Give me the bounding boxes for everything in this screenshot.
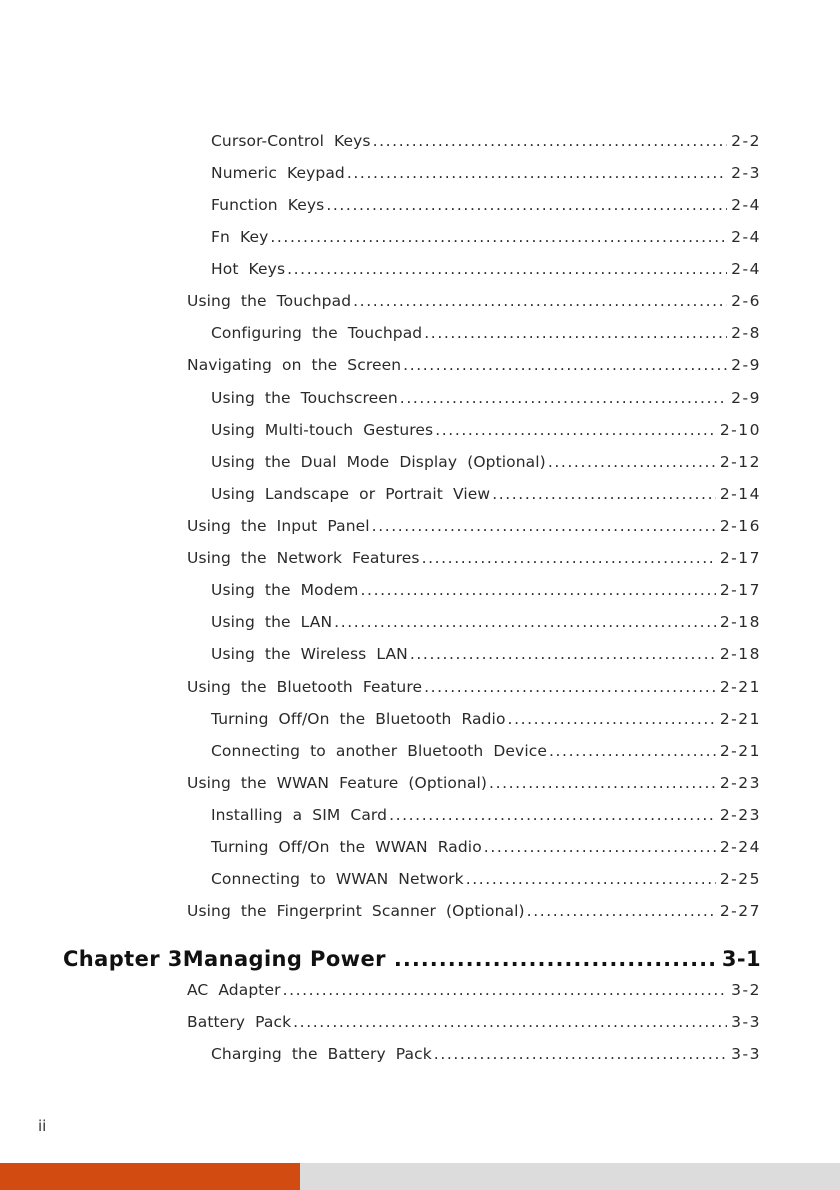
- toc-entry-title: Using Landscape or Portrait View: [211, 485, 491, 503]
- dot-leader: [270, 228, 727, 246]
- toc-entry[interactable]: [187, 672, 761, 696]
- toc-chapter-heading[interactable]: [63, 943, 761, 971]
- footer-bar: [300, 1163, 840, 1190]
- toc-entry-page: 2-18: [719, 613, 761, 631]
- dot-leader: [353, 292, 727, 310]
- toc-entry[interactable]: [211, 126, 761, 150]
- toc-entry-title: Using the Network Features: [187, 549, 420, 567]
- dot-leader: [361, 581, 716, 599]
- toc-entry-page: 2-9: [731, 389, 761, 407]
- toc-entry[interactable]: [211, 800, 761, 824]
- toc-entry-title: Using the Wireless LAN: [211, 645, 408, 663]
- chapter-page: 3-1: [721, 947, 761, 971]
- toc-entry[interactable]: [211, 318, 761, 342]
- page-number: ii: [38, 1117, 47, 1135]
- toc-entry-title: Using the Dual Mode Display (Optional): [211, 453, 546, 471]
- toc-entry-page: 2-16: [719, 517, 761, 535]
- toc-entry-title: Function Keys: [211, 196, 325, 214]
- toc-entry-page: 3-3: [731, 1045, 761, 1063]
- toc-entry-page: 2-6: [731, 292, 761, 310]
- toc-entry-page: 2-17: [719, 549, 761, 567]
- footer-accent-bar: [0, 1163, 300, 1190]
- toc-entry[interactable]: [187, 1007, 761, 1031]
- dot-leader: [372, 517, 716, 535]
- toc-entry-title: Turning Off/On the Bluetooth Radio: [211, 710, 506, 728]
- toc-entry-page: 2-4: [731, 228, 761, 246]
- dot-leader: [492, 485, 716, 503]
- toc-entry[interactable]: [211, 447, 761, 471]
- dot-leader: [394, 947, 716, 971]
- toc-entry[interactable]: [211, 1039, 761, 1063]
- dot-leader: [424, 678, 716, 696]
- dot-leader: [389, 806, 716, 824]
- toc-entry-page: 3-2: [731, 981, 761, 999]
- dot-leader: [410, 645, 716, 663]
- toc-entry-title: Charging the Battery Pack: [211, 1045, 432, 1063]
- toc-entry-title: Using the Bluetooth Feature: [187, 678, 423, 696]
- toc-entry-title: Connecting to WWAN Network: [211, 870, 464, 888]
- toc-entry-title: Using the Input Panel: [187, 517, 370, 535]
- dot-leader: [424, 324, 727, 342]
- toc-entry[interactable]: [187, 543, 761, 567]
- toc-entry-title: Using the LAN: [211, 613, 333, 631]
- toc-entry-page: 2-23: [719, 806, 761, 824]
- toc-entry-page: 2-18: [719, 645, 761, 663]
- toc-entry-title: Numeric Keypad: [211, 164, 345, 182]
- dot-leader: [403, 356, 727, 374]
- toc-entry[interactable]: [211, 158, 761, 182]
- toc-entry-title: Fn Key: [211, 228, 269, 246]
- toc-entry[interactable]: [211, 383, 761, 407]
- toc-entry[interactable]: [187, 350, 761, 374]
- toc-entry-title: Installing a SIM Card: [211, 806, 388, 824]
- toc-entry[interactable]: [187, 896, 761, 920]
- toc-entry-page: 2-24: [719, 838, 761, 856]
- toc-entry[interactable]: [211, 254, 761, 278]
- toc-entry[interactable]: [211, 736, 761, 760]
- dot-leader: [484, 838, 716, 856]
- dot-leader: [434, 1045, 727, 1063]
- dot-leader: [326, 196, 727, 214]
- toc-entry-page: 2-21: [719, 678, 761, 696]
- toc-entry[interactable]: [187, 768, 761, 792]
- toc-entry-title: Navigating on the Screen: [187, 356, 402, 374]
- toc-entry-page: 2-3: [731, 164, 761, 182]
- toc-entry-page: 3-3: [731, 1013, 761, 1031]
- dot-leader: [283, 981, 728, 999]
- toc-entry-page: 2-14: [719, 485, 761, 503]
- toc-entry-page: 2-21: [719, 742, 761, 760]
- dot-leader: [287, 260, 727, 278]
- toc-entry[interactable]: [211, 222, 761, 246]
- toc-entry[interactable]: [211, 832, 761, 856]
- toc-entry-title: Using the Fingerprint Scanner (Optional): [187, 902, 525, 920]
- toc-entry[interactable]: [211, 479, 761, 503]
- toc-entry-title: Using the Modem: [211, 581, 359, 599]
- toc-entry-title: Using the Touchscreen: [211, 389, 398, 407]
- toc-entry[interactable]: [211, 864, 761, 888]
- toc-entry[interactable]: [187, 511, 761, 535]
- toc-entry[interactable]: [211, 607, 761, 631]
- toc-entry-page: 2-23: [719, 774, 761, 792]
- toc-entry-page: 2-2: [731, 132, 761, 150]
- toc-entry-title: Cursor-Control Keys: [211, 132, 371, 150]
- dot-leader: [400, 389, 727, 407]
- dot-leader: [466, 870, 716, 888]
- toc-entry-page: 2-9: [731, 356, 761, 374]
- dot-leader: [334, 613, 716, 631]
- dot-leader: [549, 742, 716, 760]
- dot-leader: [527, 902, 716, 920]
- toc-entry-page: 2-21: [719, 710, 761, 728]
- toc-entry-page: 2-25: [719, 870, 761, 888]
- toc-entry-page: 2-8: [731, 324, 761, 342]
- dot-leader: [489, 774, 716, 792]
- toc-entry-page: 2-4: [731, 260, 761, 278]
- toc-entry-page: 2-12: [719, 453, 761, 471]
- dot-leader: [435, 421, 716, 439]
- dot-leader: [422, 549, 716, 567]
- toc-entry[interactable]: [211, 415, 761, 439]
- dot-leader: [373, 132, 728, 150]
- toc-entry-page: 2-27: [719, 902, 761, 920]
- toc-entry-page: 2-10: [719, 421, 761, 439]
- toc-entry-title: Hot Keys: [211, 260, 286, 278]
- dot-leader: [508, 710, 716, 728]
- toc-entry-title: Using the WWAN Feature (Optional): [187, 774, 488, 792]
- toc-entry-title: Connecting to another Bluetooth Device: [211, 742, 547, 760]
- toc-entry-title: AC Adapter: [187, 981, 281, 999]
- toc-entry-title: Configuring the Touchpad: [211, 324, 423, 342]
- toc-entry-title: Using the Touchpad: [187, 292, 352, 310]
- toc-entry-page: 2-4: [731, 196, 761, 214]
- toc-entry[interactable]: [211, 704, 761, 728]
- toc-entry[interactable]: [211, 639, 761, 663]
- toc-entry-title: Using Multi-touch Gestures: [211, 421, 434, 439]
- toc-entry-title: Battery Pack: [187, 1013, 292, 1031]
- dot-leader: [548, 453, 716, 471]
- dot-leader: [347, 164, 727, 182]
- toc-entry[interactable]: [187, 286, 761, 310]
- toc-entry[interactable]: [211, 575, 761, 599]
- dot-leader: [293, 1013, 727, 1031]
- toc-entry[interactable]: [211, 190, 761, 214]
- toc-entry-title: Turning Off/On the WWAN Radio: [211, 838, 482, 856]
- toc-entry-page: 2-17: [719, 581, 761, 599]
- toc-entry[interactable]: [187, 975, 761, 999]
- chapter-title: Chapter 3Managing Power: [63, 947, 386, 971]
